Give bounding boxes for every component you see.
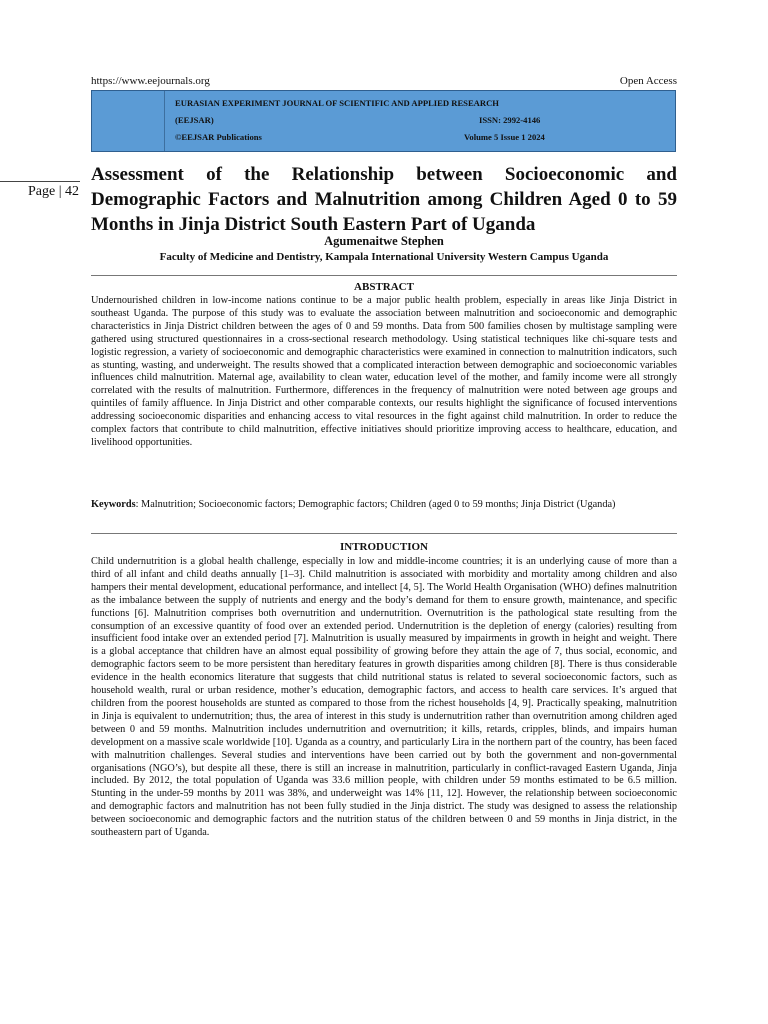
banner-left-cell [92, 91, 165, 151]
introduction-text: Child undernutrition is a global health challenge, especially in low and middle-income countries; it is an underlying cause of more than a third of all infant and child deaths annually [1–3]. Child malnutrition is associated with morbidity and mortality among children and also hampers their mental development, educational performance, and intellect [4, 5]. The World Health Organisation (WHO) defines malnutrition as the imbalance between the supply of nutrients and energy and the body’s demand for them to ensure growth, maintenance, and specific functions [6]. Malnutrition comprises both overnutrition and undernutrition. Overnutrition is the pathological state resulting from the consumption of an excessive quantity of food over an extended period. Undernutrition is the depletion of energy (calories) resulting from insufficient food intake over an extended period [7]. Malnutrition is usually measured by impairments in growth in height and weight. There is a global acceptance that children have an almost equal possibility of growing before they attain the age of 7, thus social, economic, and demographic factors seem to be more persistent than hereditary features in growth disparities among children [8]. There is thus considerable evidence in the health economics literature that suggests that child nutritional status is related to several socioeconomic factors, such as household wealth, rural or urban residence, mother’s education, demographic factors, and access to health care services. It’s argued that children from the poorest households are stunted as compared to those from the richest households [4, 9]. Practically speaking, malnutrition in Jinja is equivalent to undernutrition; thus, the area of interest in this study is undernutrition rather than overnutrition among children aged between 0 and 59 months. Malnutrition includes undernutrition and overnutrition; it kills, retards, cripples, blinds, and impairs human development on a massive scale worldwide [10]. Uganda as a country, and particularly Lira in the northern part of the country, has been faced with malnutrition challenges. Several studies and interventions have been carried out by both the government and non-governmental organisations (NGO’s), but despite all these, there is still an increase in malnutrition, particularly in conflict-ravaged Eastern Uganda, Jinja included. By 2012, the total population of Uganda was 33.6 million people, with children under 59 months estimated to be 6.5 million. Stunting in the under-59 months by 2011 was 38%, and underweight was 14% [11, 12]. However, the relationship between socioeconomic and demographic factors and malnutrition has not been fully studied in the Jinja district. The study was designed to assess the relationship between socioeconomic and demographic factors and the nutrition status of the children between 0 and 59 months in Jinja district, in the southeastern part of Uganda. [91, 556, 677, 839]
article-affiliation: Faculty of Medicine and Dentistry, Kampala International University Western Campus Uganda [159, 251, 609, 263]
page-number: Page | 42 [28, 184, 80, 199]
divider [91, 275, 677, 276]
journal-abbrev: (EEJSAR) [175, 115, 214, 125]
journal-banner [91, 90, 676, 152]
keywords-line [91, 499, 677, 512]
page-margin-rule [0, 181, 80, 182]
article-author: Agumenaitwe Stephen [324, 234, 444, 248]
keywords-text: : Malnutrition; Socioeconomic factors; Demographic factors; Children (aged 0 to 59 months; Jinja District (Uganda) [135, 499, 616, 510]
abstract-heading: ABSTRACT [354, 281, 414, 293]
journal-issn: ISSN: 2992-4146 [479, 115, 541, 125]
journal-name: EURASIAN EXPERIMENT JOURNAL OF SCIENTIFIC AND APPLIED RESEARCH [175, 98, 499, 108]
open-access-label: Open Access [619, 75, 677, 87]
introduction-heading: INTRODUCTION [339, 541, 428, 553]
abstract-text: Undernourished children in low-income nations continue to be a major public health problem, especially in areas like Jinja District in southeast Uganda. The purpose of this study was to evaluate the association between malnutrition and socioeconomic and demographic characteristics in Jinja District children between the ages of 0 and 59 months. Data from 500 families chosen by multistage sampling were gathered using structured questionnaires in a cross-sectional research methodology. Using statistical techniques like chi-square tests and logistic regression, a variety of socioeconomic and demographic characteristics were examined in connection to malnutrition indicators, such as stunting, wasting, and underweight. The results showed that a complicated interaction between demographic and socioeconomic variables influences child malnutrition. Maternal age, availability to clean water, education level of the mother, and family income were all strongly correlated with the results of malnutrition. Furthermore, differences in the frequency of malnutrition were noted between age groups and quintiles of family affluence. In Jinja District and other comparable contexts, our results highlight the significance of focused interventions addressing socioeconomic disparities and enhancing access to vital resources in the fight against child malnutrition. In order to reduce the complex factors that contribute to child malnutrition, effective initiatives should prioritize improving access to healthcare, education, and livelihood opportunities. [91, 295, 677, 448]
divider [91, 533, 677, 534]
journal-url[interactable]: https://www.eejournals.org [91, 75, 210, 87]
journal-publisher: ©EEJSAR Publications [175, 132, 262, 142]
keywords-label: Keywords [91, 499, 136, 510]
article-title: Assessment of the Relationship between Socioeconomic and Demographic Factors and Malnutrition among Children Aged 0 to 59 Months in Jinja District South Eastern Part of Uganda [91, 164, 677, 235]
journal-volume: Volume 5 Issue 1 2024 [464, 132, 545, 142]
page-header [91, 75, 677, 89]
